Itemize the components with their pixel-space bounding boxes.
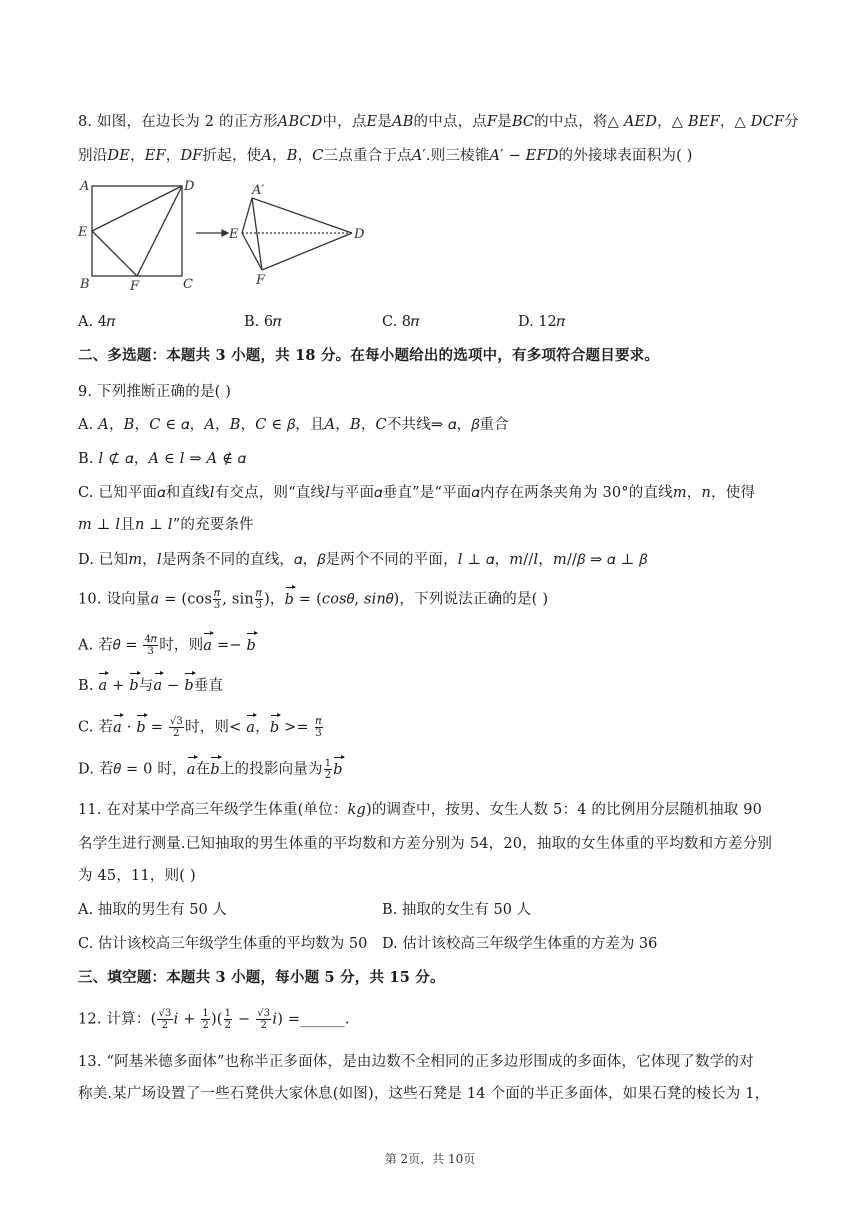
pyramid-figure (242, 198, 352, 270)
q11-option-c: C. 估计该校高三年级学生体重的平均数为 50 (78, 936, 368, 952)
q13-line-2: 称美.某广场设置了一些石凳供大家休息(如图)，这些石凳是 14 个面的半正多面体，如果石凳的棱长为 1， (78, 1086, 770, 1102)
q10-option-d (78, 758, 788, 781)
frac-num: 𝜋 (315, 716, 322, 727)
q9-option-c-line-1: C. 已知平面𝛼和直线𝑙有交点，则“直线𝑙与平面𝛼垂直”是“平面𝛼内存在两条夹角为 30°的直线𝑚，𝑛，使得 (78, 485, 756, 501)
q8-figure (72, 176, 382, 296)
text-part: ， (255, 719, 270, 736)
vector-b: 𝑏 (333, 761, 343, 778)
q10-option-b (78, 676, 788, 696)
text-part: 垂直 (193, 678, 224, 694)
vector-b: 𝑏 (246, 637, 256, 654)
fraction-pi-over-3 (213, 588, 221, 611)
frac-den: 3 (147, 646, 155, 657)
fraction-sqrt3-over-2 (256, 1008, 271, 1031)
q10-stem-part: = (𝑐𝑜𝑠𝜃, 𝑠𝑖𝑛𝜃)，下列说法正确的是( ) (294, 591, 549, 608)
q11-option-a: A. 抽取的男生有 50 人 (78, 902, 227, 918)
label-F: F (130, 279, 140, 294)
label-D2: D (354, 227, 365, 242)
frac-num: √3 (158, 1008, 172, 1019)
q10-stem (78, 588, 788, 611)
q10-option-a (78, 634, 788, 657)
text-part: 上的投影向量为 (219, 761, 323, 778)
label-C: C (183, 277, 193, 292)
text-part: 与 (138, 678, 154, 694)
frac-den: 2 (324, 770, 332, 781)
text-part: + (178, 1011, 201, 1028)
vector-b: 𝑏 (136, 719, 146, 736)
fraction-pi-over-3 (255, 588, 263, 611)
vector-a: 𝑎 (203, 637, 213, 654)
q10-stem-part: , sin (222, 591, 254, 608)
fraction-1-over-2 (201, 1008, 210, 1031)
frac-num: 1 (224, 1008, 232, 1019)
label-B: B (80, 277, 90, 292)
frac-num: 1 (202, 1008, 209, 1019)
text-part: >= (279, 719, 314, 736)
text-part: · (121, 719, 137, 736)
fraction-pi-over-3 (315, 716, 323, 739)
fraction-sqrt3-over-2 (157, 1008, 172, 1031)
frac-num: 4𝜋 (144, 634, 158, 645)
q11-line-2: 名学生进行测量.已知抽取的男生体重的平均数和方差分别为 54，20，抽取的女生体重的平均数和方差分别 (78, 836, 773, 852)
text-part: 时，则 (159, 637, 204, 654)
frac-den: 3 (315, 728, 322, 739)
q9-option-a: A. 𝐴，𝐵，𝐶 ∈ 𝛼，𝐴，𝐵，𝐶 ∈ 𝛽，且𝐴，𝐵，𝐶不共线⇒ 𝛼，𝛽重合 (78, 417, 509, 433)
q10-stem-part: 10. 设向量𝑎 = (cos (78, 591, 213, 608)
label-D: D (184, 179, 195, 194)
text-part: 12. 计算：( (78, 1011, 157, 1028)
frac-den: 2 (202, 1020, 209, 1031)
frac-num: √3 (169, 716, 183, 727)
text-part: 𝑖 (272, 1011, 278, 1028)
frac-den: 2 (173, 728, 180, 739)
text-part: 𝑖 (173, 1011, 179, 1028)
vector-b: 𝑏 (269, 719, 280, 736)
q8-option-a: A. 4𝜋 (78, 314, 116, 330)
answer-blank: ) =______. (277, 1011, 350, 1028)
text-part: B. (78, 678, 99, 694)
q11-line-1: 11. 在对某中学高三年级学生体重(单位：𝑘𝑔)的调查中，按男、女生人数 5：4 的比例用分层随机抽取 90 (78, 802, 763, 818)
q9-stem: 9. 下列推断正确的是( ) (78, 384, 232, 400)
text-part: =− (212, 637, 247, 654)
q11-option-b: B. 抽取的女生有 50 人 (382, 902, 532, 918)
frac-num: √3 (257, 1008, 271, 1019)
vector-a: 𝑎 (186, 761, 196, 778)
text-part: − (162, 678, 185, 694)
text-part: = (145, 719, 168, 736)
vector-b: 𝑏 (129, 678, 139, 694)
text-part: C. 若 (78, 719, 114, 736)
q9-option-c-line-2: 𝑚 ⊥ 𝑙且𝑛 ⊥ 𝑙”的充要条件 (78, 517, 254, 533)
label-A: A (80, 179, 90, 194)
text-part: − (233, 1011, 256, 1028)
vector-a: 𝑎 (153, 678, 163, 694)
q11-option-d: D. 估计该校高三年级学生体重的方差为 36 (382, 936, 658, 952)
section-3-heading: 三、填空题：本题共 3 小题，每小题 5 分，共 15 分。 (78, 969, 445, 986)
text-part: 时，则< (185, 719, 247, 736)
fraction-sqrt3-over-2 (169, 716, 184, 739)
text-part: 在 (195, 761, 211, 778)
frac-num: 𝜋 (214, 588, 221, 599)
fraction-1-over-2 (224, 1008, 233, 1031)
label-A-prime: A′ (252, 183, 265, 198)
q9-option-b: B. 𝑙 ⊄ 𝛼，𝐴 ∈ 𝑙 ⇒ 𝐴 ∉ 𝛼 (78, 451, 247, 467)
text-part: D. 若𝜃 = 0 时， (78, 761, 187, 778)
vector-b: 𝑏 (210, 761, 220, 778)
q9-option-d: D. 已知𝑚，𝑙是两条不同的直线，𝛼，𝛽是两个不同的平面，𝑙 ⊥ 𝛼，𝑚//𝑙，𝑚//𝛽 ⇒ 𝛼 ⊥ 𝛽 (78, 552, 648, 568)
frac-num: 1 (324, 758, 332, 769)
section-2-heading: 二、多选题：本题共 3 小题，共 18 分。在每小题给出的选项中，有多项符合题目要求。 (78, 347, 660, 364)
frac-den: 3 (255, 600, 263, 611)
vector-b: 𝑏 (184, 678, 194, 694)
vector-a: 𝑎 (113, 719, 122, 736)
text-part: )( (210, 1011, 223, 1028)
vector-b: 𝑏 (284, 591, 295, 608)
q10-option-c (78, 716, 788, 739)
q11-line-3: 为 45，11，则( ) (78, 868, 196, 884)
q8-line-1: 8. 如图，在边长为 2 的正方形𝐴𝐵𝐶𝐷中，点𝐸是𝐴𝐵的中点，点𝐹是𝐵𝐶的中点，将△ 𝐴𝐸𝐷，△ 𝐵𝐸𝐹，△ 𝐷𝐶𝐹分 (78, 114, 799, 130)
frac-den: 2 (161, 1020, 169, 1031)
text-part: A. 若𝜃 = (78, 637, 143, 654)
fraction-1-over-2 (324, 758, 333, 781)
label-E2: E (229, 227, 239, 242)
page-footer: 第 2页，共 10页 (384, 1152, 476, 1166)
frac-den: 2 (260, 1020, 268, 1031)
label-E: E (78, 225, 88, 240)
vector-a: 𝑎 (246, 719, 256, 736)
frac-den: 2 (224, 1020, 232, 1031)
vector-a: 𝑎 (98, 678, 108, 694)
frac-num: 𝜋 (255, 588, 263, 599)
q10-stem-part: )， (264, 591, 285, 608)
square-figure (92, 186, 182, 276)
frac-den: 3 (213, 600, 221, 611)
arrow-icon (196, 230, 228, 236)
q13-line-1: 13. “阿基米德多面体”也称半正多面体，是由边数不全相同的正多边形围成的多面体，它体现了数学的对 (78, 1054, 754, 1070)
q12-line (78, 1008, 788, 1031)
q8-option-c: C. 8𝜋 (382, 314, 420, 330)
q8-option-d: D. 12𝜋 (518, 314, 566, 330)
text-part: + (107, 678, 130, 694)
label-F2: F (256, 273, 266, 288)
q8-option-b: B. 6𝜋 (244, 314, 282, 330)
fraction-4pi-over-3 (143, 634, 158, 657)
q8-line-2: 别沿𝐷𝐸，𝐸𝐹，𝐷𝐹折起，使𝐴，𝐵，𝐶三点重合于点𝐴′.则三棱锥𝐴′ − 𝐸𝐹𝐷的外接球表面积为( ) (78, 148, 693, 164)
